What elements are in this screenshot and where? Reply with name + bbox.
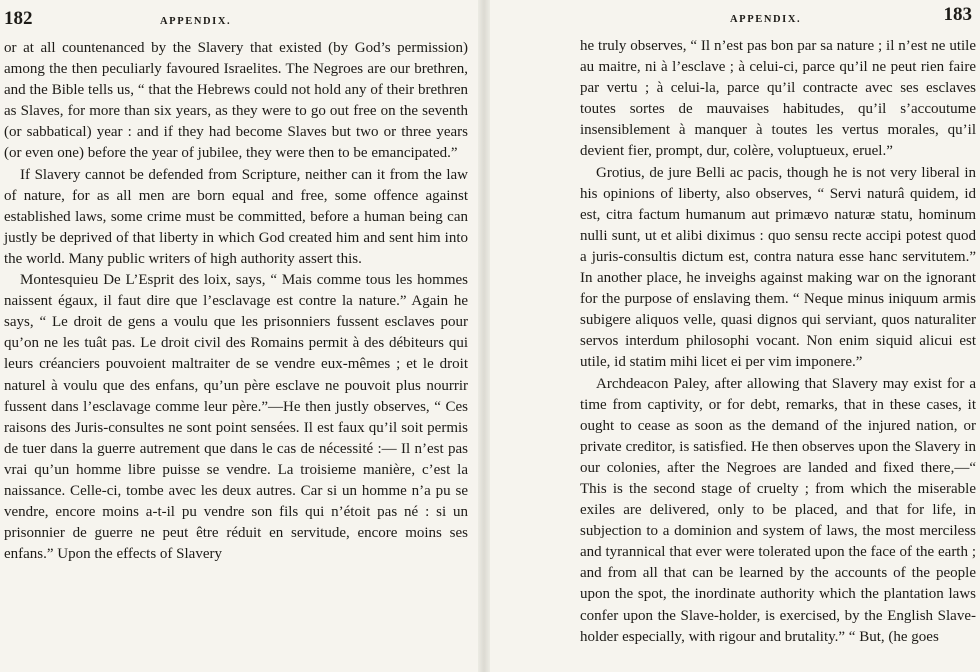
right-paragraph-2: Grotius, de jure Belli ac pacis, though he is not very liberal in his opinions of liberty, also observes, “ Servi naturâ quidem, id est, citra factum humanum aut primævo naturæ statu, hominum nulli sunt, ut et alibi diximus : quo sensu recte accipi potest quod a juris-consultis dictum est, contra natura esse hanc servitutem.” In another place, he inveighs against making war on the ignorant for the purpose of enslaving them. “ Neque minus iniquum armis subigere aliquos velle, quasi dignos qui serviant, quos naturaliter servos interdum philosophi vocant. Non enim siquid alicui est utile, id statim mihi licet ei per vim imponere.” (580, 164, 976, 371)
left-paragraph-1: or at all countenanced by the Slavery that existed (by God’s permission) among the then peculiarly favoured Israelites. The Negroes are our brethren, and the Bible tells us, “ that the Hebrews could not hold any of their brethren as Slaves, for more than six years, as they were to go out free on the seventh (or sabbatical) year : and if they had become Slaves but two or three years (or even one) before the year of jubilee, they were then to be emancipated.” (4, 40, 468, 162)
left-running-title: APPENDIX. (160, 16, 232, 27)
book-gutter (478, 0, 490, 672)
right-running-title: APPENDIX. (730, 14, 802, 25)
left-paragraph-3: Montesquieu De L’Esprit des loix, says, “ Mais comme tous les hommes naissent égaux, il faut dire que l’esclavage est contre la nature.” Again he says, “ Le droit de gens a voulu que les prisonniers fussent esclaves pour qu’on ne les tuât pas. Le droit civil des Romains permit à des débiteurs qui leurs créanciers pouvoient maltraiter de se vendre eux-mêmes ; et le droit naturel à voulu que des enfans, qu’un père esclave ne pouvoit plus nourrir fussent dans l’esclavage comme leur père.”—He then justly observes, “ Ces raisons des Juris-consultes ne sont point sensées. Il est faux qu’il soit permis de tuer dans la guerre autrement que dans le cas de nécessité :— Il n’est pas vrai qu’un homme libre puisse se vendre. La troisieme manière, c’est la naissance. Celle-ci, tombe avec les deux autres. Car si un homme n’a pu se vendre, encore moins a-t-il pu vendre son fils qui n’étoit pas né : si un prisonnier de guerre ne peut être réduit en servitude, encore moins ses enfans.” Upon the effects of Slavery (4, 272, 468, 563)
left-page (0, 0, 478, 672)
right-running-head (580, 6, 976, 36)
right-page (490, 0, 980, 672)
left-page-number: 182 (4, 8, 33, 29)
left-body-text (4, 38, 468, 565)
right-paragraph-1: he truly observes, “ Il n’est pas bon par sa nature ; il n’est ne utile au maitre, ni à l’esclave ; à celui-ci, parce qu’il ne peut rien faire par vertu ; à celui-la, parce qu’il contracte avec ses esclaves toutes sortes de mauvaises habitudes, qu’il s’accoutume insensiblement à manquer à toutes les vertus morales, qu’il devient fier, prompt, dur, colère, voluptueux, eruel.” (580, 38, 976, 160)
right-page-number: 183 (943, 4, 972, 25)
left-running-head (4, 8, 468, 38)
left-paragraph-2: If Slavery cannot be defended from Scripture, neither can it from the law of nature, for as all men are born equal and free, some offence against established laws, some crime must be committed, before a human being can justly be deprived of that liberty in which God created him and sent him into the world. Many public writers of high authority assert this. (4, 166, 468, 267)
right-paragraph-3: Archdeacon Paley, after allowing that Slavery may exist for a time from captivity, or for debt, remarks, that in these cases, it ought to cease as soon as the demand of the injured nation, or private creditor, is satisfied. He then observes upon the Slavery in our colonies, after the Negroes are landed and fixed there,—“ This is the second stage of cruelty ; from which the miserable exiles are delivered, only to be placed, and that for life, in subjection to a dominion and system of laws, the most merciless and tyrannical that ever were tolerated upon the face of the earth ; and from all that can be learned by the accounts of the people upon the spot, the inordinate authority which the plantation laws confer upon the Slave-holder, is exercised, by the English Slave-holder especially, with rigour and brutality.” “ But, (he goes (580, 375, 976, 645)
right-body-text (580, 36, 976, 648)
